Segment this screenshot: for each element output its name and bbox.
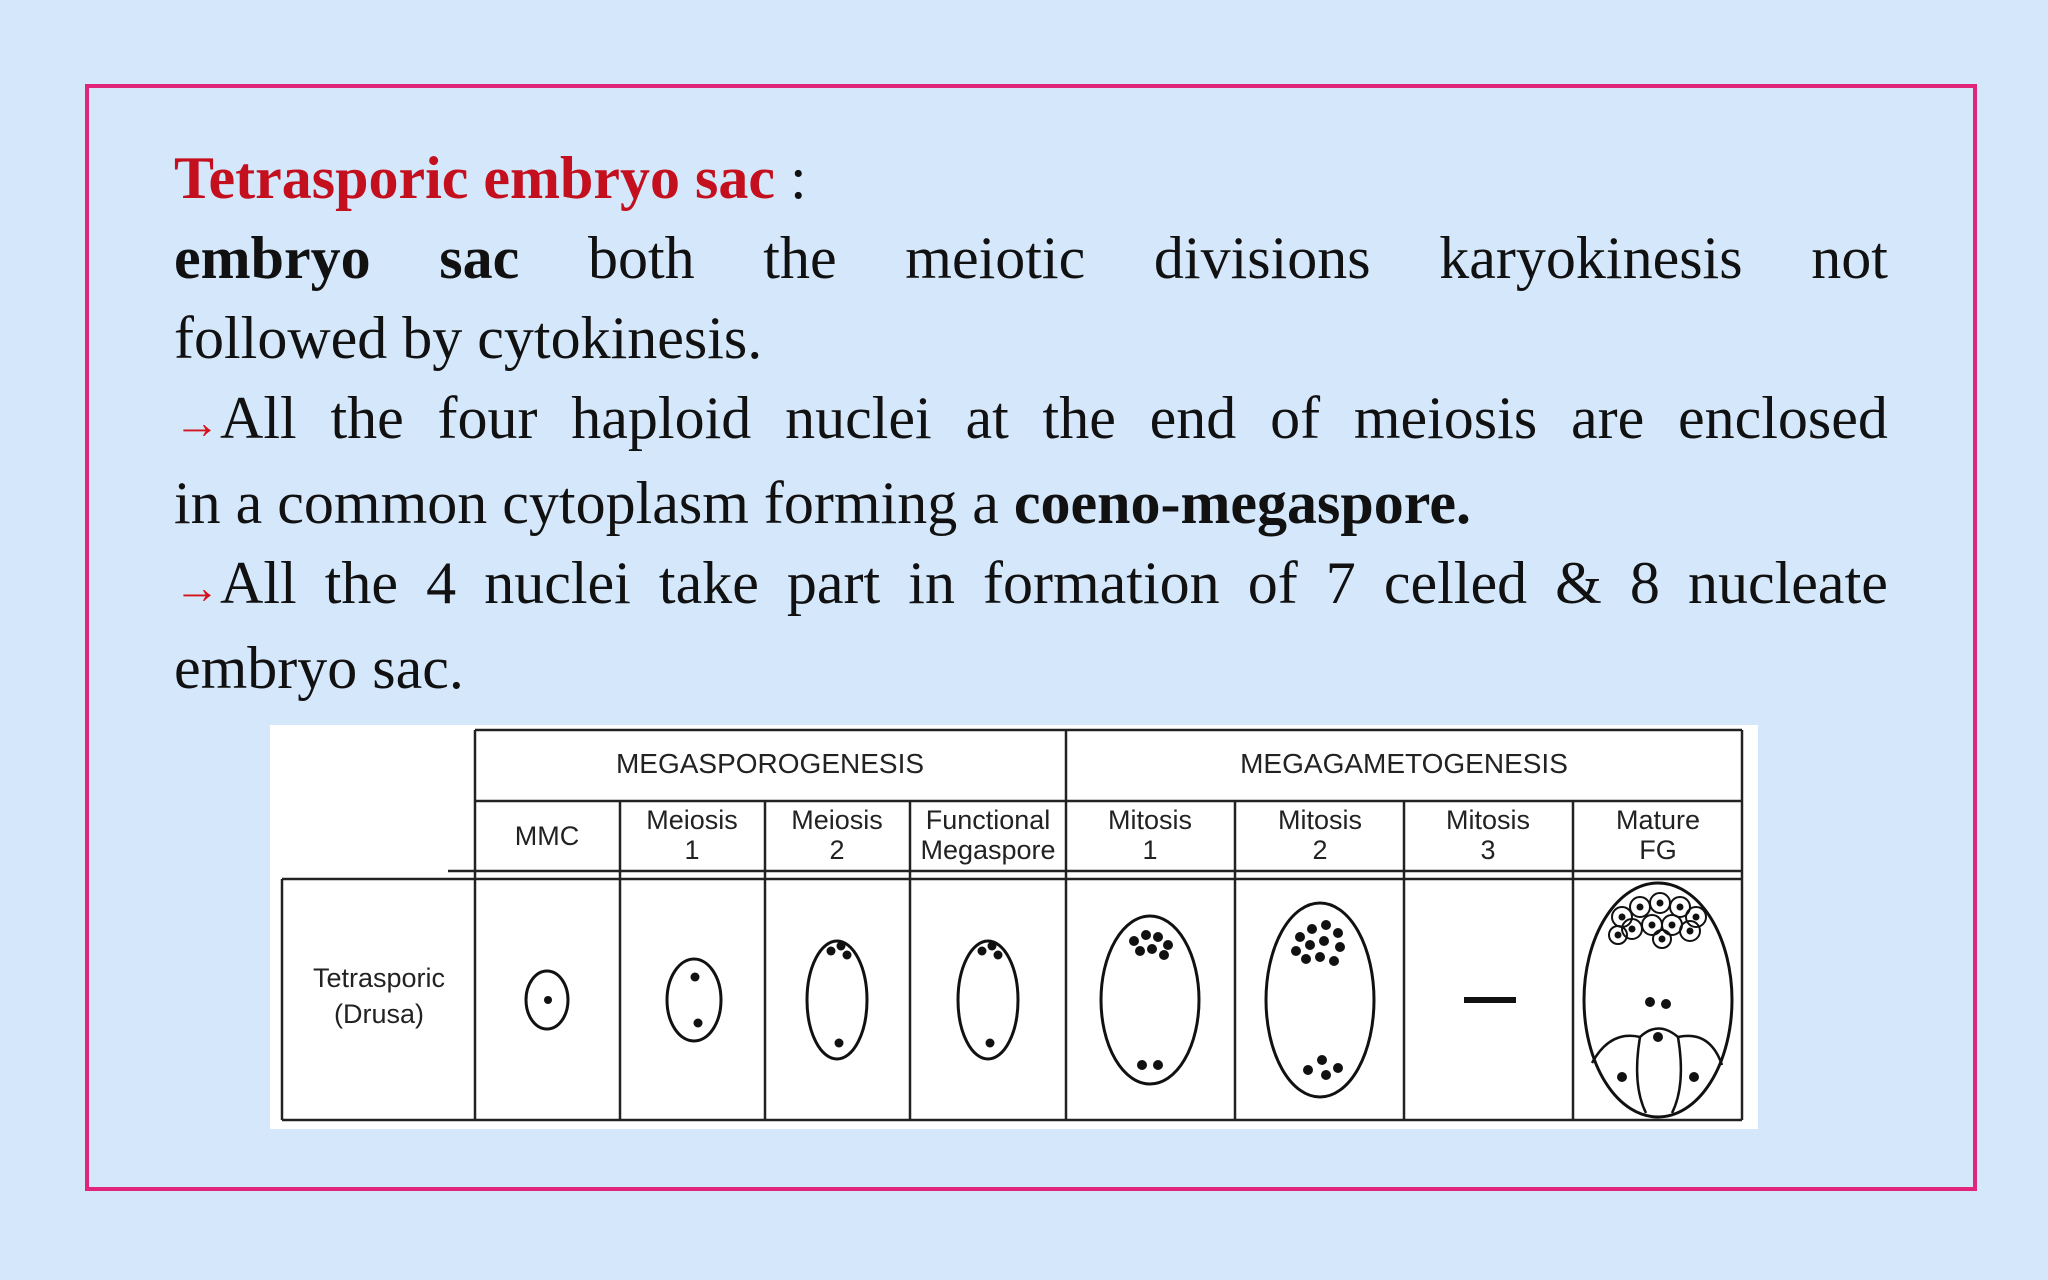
- point2-word: formation: [983, 550, 1220, 616]
- bullet-2-line-1: [174, 543, 1888, 628]
- point1-word: end: [1149, 385, 1237, 451]
- point2-word: &: [1555, 550, 1602, 616]
- point1-word: [174, 378, 297, 463]
- bullet-1-line-2: [174, 463, 1888, 543]
- mmc-cell-drawing: [526, 971, 568, 1029]
- embryo-sac-development-diagram: [270, 725, 1758, 1129]
- definition-line-1: [174, 218, 1888, 298]
- line1-word: sac: [439, 225, 520, 291]
- point2-word: 7: [1325, 550, 1356, 616]
- line1-word: embryo: [174, 225, 371, 291]
- line1-word: the: [763, 225, 837, 291]
- slide-title-line: [174, 138, 1888, 218]
- stage-label-meiosis-2-number: 2: [829, 835, 845, 865]
- line1-word: not: [1811, 225, 1888, 291]
- point2-word: nuclei: [484, 550, 631, 616]
- stage-label-meiosis-1: Meiosis: [646, 805, 738, 835]
- mitosis-2-drawing: [1266, 903, 1374, 1097]
- title-colon: :: [775, 145, 807, 211]
- coeno-megaspore-term: coeno-megaspore.: [1013, 470, 1471, 536]
- point1-word: are: [1570, 385, 1645, 451]
- stage-label-mitosis-2: Mitosis: [1277, 805, 1363, 835]
- stage-label-mitosis-2-number: 2: [1312, 835, 1328, 865]
- point2-word: celled: [1383, 550, 1528, 616]
- stage-label-meiosis-2: Meiosis: [791, 805, 883, 835]
- point2-word: 8: [1629, 550, 1660, 616]
- point1-word: haploid: [571, 385, 752, 451]
- stage-label-mitosis-1-number: 1: [1142, 835, 1158, 865]
- stage-label-meiosis-1-number: 1: [684, 835, 700, 865]
- table-grid: [282, 730, 1742, 1120]
- slide-title: Tetrasporic embryo sac: [174, 145, 775, 211]
- point2-word: [174, 543, 297, 628]
- stage-label-functional: Functional: [925, 805, 1051, 835]
- line1-word: karyokinesis: [1439, 225, 1743, 291]
- point1-word-text: All: [220, 385, 297, 451]
- point2-word: in: [908, 550, 955, 616]
- point2-word: take: [658, 550, 759, 616]
- point2-word: part: [786, 550, 881, 616]
- point2-word-text: All: [220, 550, 297, 616]
- point2-word: of: [1247, 550, 1298, 616]
- stage-label-fg: FG: [1639, 835, 1677, 865]
- point1-word: meiosis: [1353, 385, 1538, 451]
- stage-label-mature: Mature: [1615, 805, 1701, 835]
- point2-word: 4: [426, 550, 457, 616]
- bullet-1-text: in a common cytoplasm forming a: [174, 470, 1014, 536]
- meiosis-2-drawing: [807, 941, 867, 1059]
- megasporogenesis-header: MEGASPOROGENESIS: [615, 748, 925, 779]
- line1-word: meiotic: [905, 225, 1086, 291]
- row-label-drusa: (Drusa): [333, 999, 425, 1029]
- point1-word: four: [437, 385, 538, 451]
- point1-word: the: [1042, 385, 1116, 451]
- line1-word: both: [587, 225, 695, 291]
- point1-word: nuclei: [785, 385, 932, 451]
- meiosis-1-drawing: [667, 959, 721, 1041]
- point1-word: of: [1270, 385, 1321, 451]
- stage-label-megaspore: Megaspore: [920, 835, 1056, 865]
- stage-label-mmc: MMC: [514, 821, 580, 851]
- stage-label-mitosis-3: Mitosis: [1445, 805, 1531, 835]
- mitosis-1-drawing: [1101, 916, 1199, 1084]
- slide-text: [174, 138, 1888, 708]
- bullet-arrow-icon: →: [174, 397, 220, 448]
- bullet-2-line-2: embryo sac.: [174, 635, 464, 701]
- point1-word: the: [330, 385, 404, 451]
- functional-megaspore-drawing: [958, 941, 1018, 1059]
- row-label-tetrasporic: Tetrasporic: [312, 963, 446, 993]
- definition-line-2: followed by cytokinesis.: [174, 305, 763, 371]
- point2-word: nucleate: [1688, 550, 1888, 616]
- stage-label-mitosis-1: Mitosis: [1107, 805, 1193, 835]
- point2-word: the: [324, 550, 399, 616]
- bullet-1-line-1: [174, 378, 1888, 463]
- megagametogenesis-header: MEGAGAMETOGENESIS: [1240, 748, 1568, 779]
- stage-label-mitosis-3-number: 3: [1480, 835, 1496, 865]
- point1-word: at: [965, 385, 1009, 451]
- line1-word: divisions: [1153, 225, 1371, 291]
- point1-word: enclosed: [1677, 385, 1888, 451]
- bullet-arrow-icon: →: [174, 562, 220, 613]
- mature-fg-drawing: [1584, 883, 1732, 1117]
